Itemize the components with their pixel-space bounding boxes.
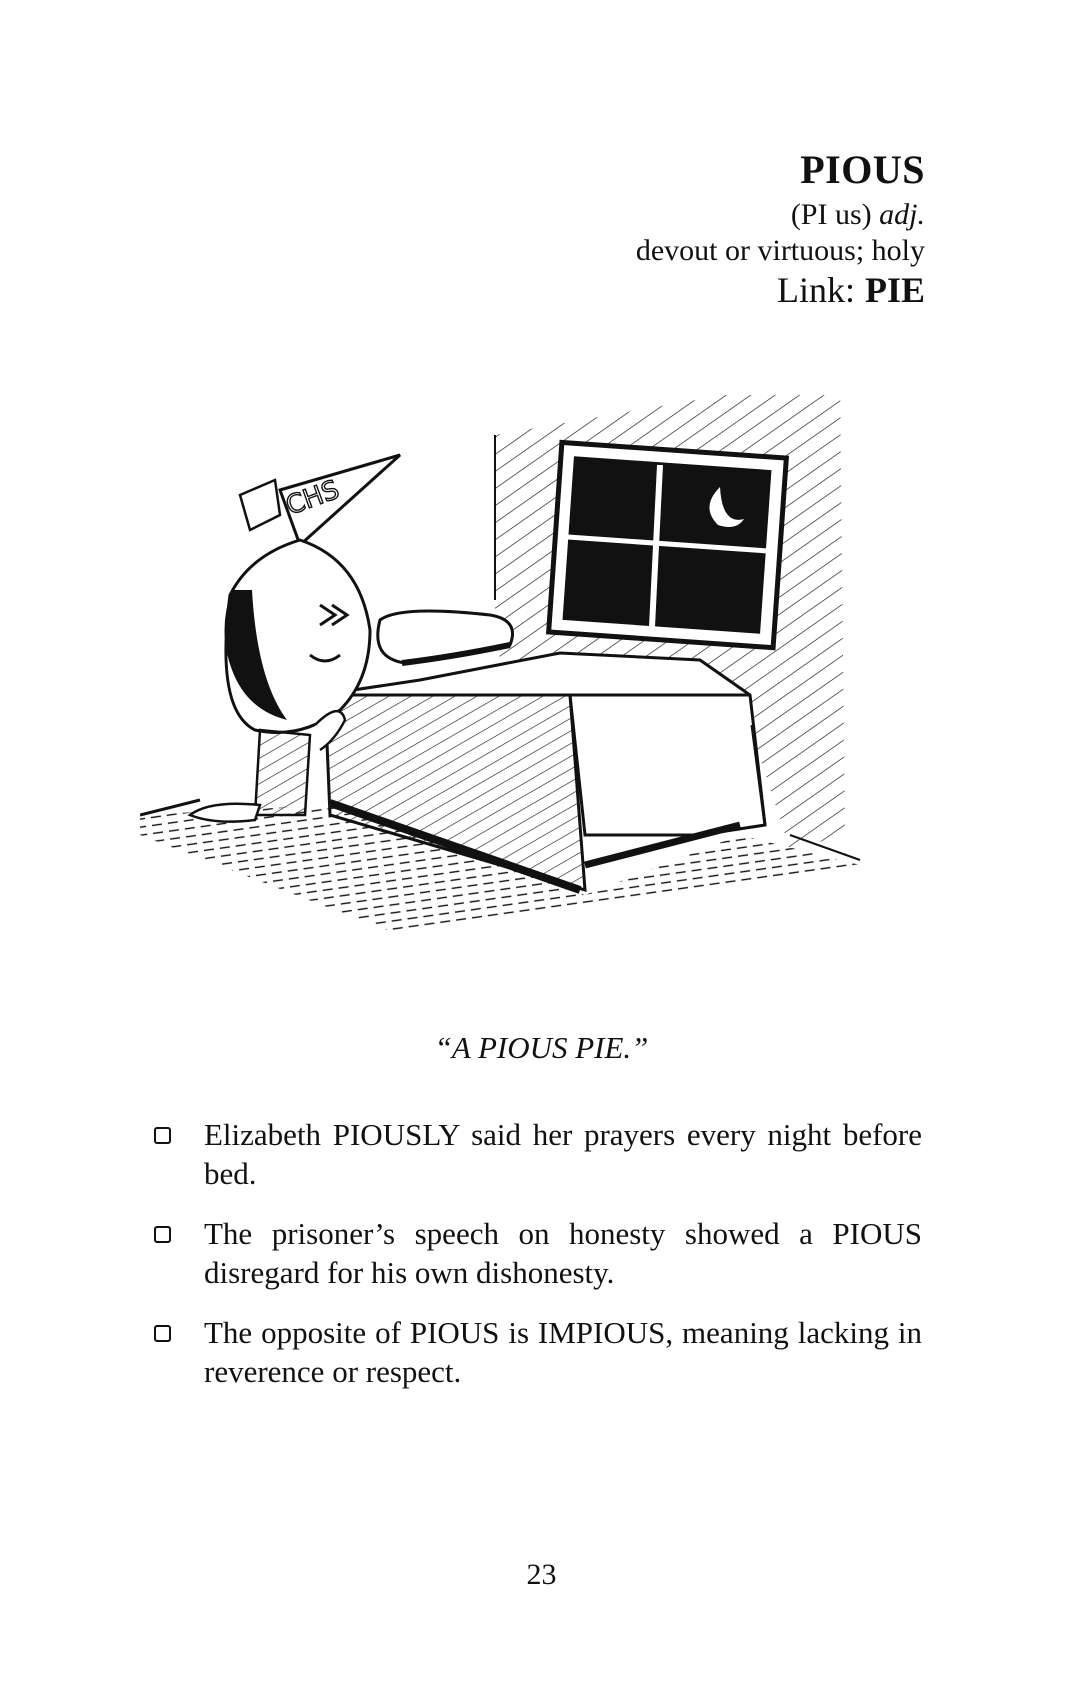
- entry-word: PIOUS: [800, 147, 925, 192]
- pennant-text: CHS: [282, 474, 344, 522]
- list-item: [150, 1115, 922, 1193]
- list-item: [150, 1313, 922, 1391]
- window: [549, 442, 787, 647]
- pronunciation: (PI us): [790, 198, 872, 231]
- pronunciation-line: [636, 200, 925, 230]
- checkbox-icon: [154, 1325, 171, 1342]
- checkbox-icon: [154, 1127, 171, 1144]
- entry-header: [635, 147, 925, 310]
- part-of-speech: adj.: [879, 198, 925, 231]
- page-number: 23: [526, 1558, 557, 1591]
- link-word: PIE: [864, 270, 925, 310]
- example-text: Elizabeth PIOUSLY said her prayers every night before bed.: [204, 1117, 922, 1191]
- link-label: Link:: [776, 270, 855, 310]
- pennant: [240, 455, 400, 545]
- example-sentences: [150, 1115, 922, 1412]
- checkbox-icon: [154, 1226, 171, 1243]
- pious-pie-illustration: [140, 395, 930, 1005]
- link-line: [636, 272, 925, 308]
- example-text: The opposite of PIOUS is IMPIOUS, meaning lacking in reverence or respect.: [204, 1315, 922, 1389]
- list-item: [150, 1214, 922, 1292]
- definition: devout or virtuous; holy: [635, 234, 925, 267]
- illustration-caption: “A PIOUS PIE.”: [434, 1030, 649, 1065]
- example-text: The prisoner’s speech on honesty showed a PIOUS disregard for his own dishonesty.: [204, 1216, 922, 1290]
